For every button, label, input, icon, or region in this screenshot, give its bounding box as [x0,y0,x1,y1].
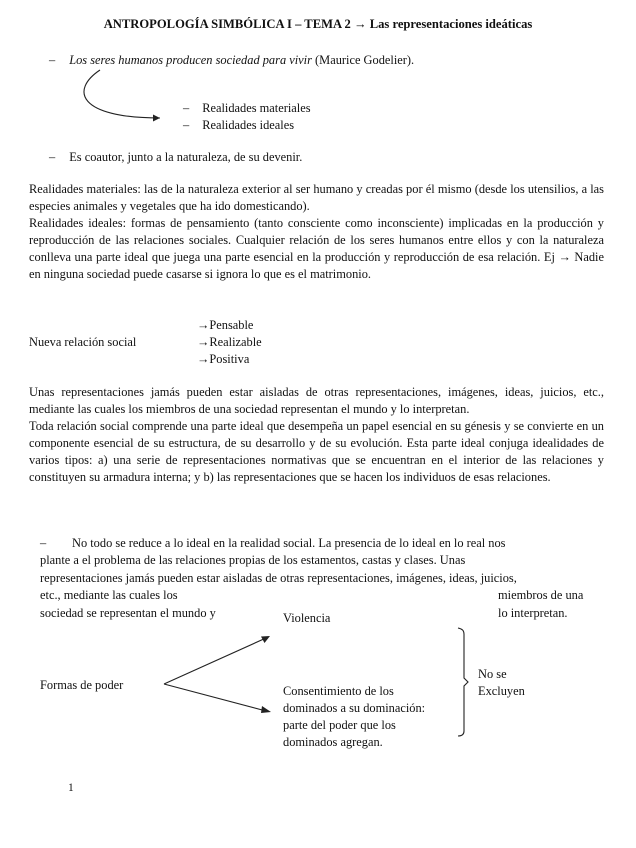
consent-line-2: dominados a su dominación: [283,701,426,715]
consent-line-4: dominados agregan. [283,735,383,749]
quote-author: (Maurice Godelier). [311,53,415,67]
social-item-pensable: →Pensable [197,318,254,332]
exclusion-block [478,666,525,700]
page-title: ANTROPOLOGÍA SIMBÓLICA I – TEMA 2 → Las representaciones ideáticas [103,17,533,31]
social-label: Nueva relación social [29,335,137,349]
bottom-line-5b: lo interpretan. [498,606,568,620]
power-label: Formas de poder [40,678,124,692]
exclusion-line-2: Excluyen [478,684,525,698]
curved-arrow [84,70,160,118]
paragraph-representations: Unas representaciones jamás pueden estar aisladas de otras representaciones, imágenes, ideas, juicios, etc., mediante las cuales los miembros de una sociedad representan el mundo y lo interpretan. [29,385,604,416]
violence-label: Violencia [283,611,331,625]
bottom-line-2: plante a el problema de las relaciones propias de los estamentos, castas y clases. Unas [40,553,466,567]
realities-list [183,100,311,134]
reality-ideal: Realidades ideales [202,118,295,132]
bottom-line-4b: miembros de una [498,588,584,602]
arrow-to-violence [164,638,266,684]
bottom-bullet: – [40,536,47,550]
arrow-to-consent-head [261,706,271,713]
quote-bullet: – [49,53,56,67]
definitions-block [29,181,604,283]
curved-arrow-head [153,115,160,122]
reality-material: Realidades materiales [202,101,311,115]
paragraphs-block [29,384,604,486]
consent-line-1: Consentimiento de los [283,684,394,698]
definition-material: Realidades materiales: las de la naturaleza exterior al ser humano y creadas por él mismo (desde los utensilios, a las especies animales y vegetales que ha ido domesticando). [29,182,604,213]
bottom-line-5a: sociedad se representan el mundo y [40,606,216,620]
exclusion-line-1: No se [478,667,507,681]
bottom-line-3: representaciones jamás pueden estar aisladas de otras representaciones, imágenes, ideas, juicios, [40,571,517,585]
bottom-line-4a: etc., mediante las cuales los [40,588,178,602]
social-item-realizable: →Realizable [197,335,262,349]
consent-block [283,683,425,751]
definition-ideal: Realidades ideales: formas de pensamiento (tanto consciente como inconsciente) implicadas en la producción y reproducción de las relaciones sociales. Cualquier relación de los seres humanos entre ellos y con la naturaleza conlleva una parte ideal que juega una parte esencial en la producción y reproducción de esa relación. Ej → Nadie en ninguna sociedad puede casarse si ignora lo que es el matrimonio. [29,216,604,281]
page-number: 1 [68,782,74,794]
quote-text: Los seres humanos producen sociedad para vivir [69,53,312,67]
social-items [197,317,262,368]
paragraph-social-relation: Toda relación social comprende una parte ideal que desempeña un papel esencial en su génesis y se convierte en un componente esencial de su estructura, de su desarrollo y de su evolución. Esta parte ideal conjuga idealidades de varios tipos: a) una serie de representaciones normativas que se encuentran en el interior de las relaciones y constituyen su armadura interna; y b) las representaciones que se hacen los individuos de esas relaciones. [29,419,604,484]
coauthor-text: Es coautor, junto a la naturaleza, de su devenir. [69,150,303,164]
bottom-line-1: No todo se reduce a lo ideal en la realidad social. La presencia de lo ideal en lo real nos [72,536,506,550]
coauthor-line: – Es coautor, junto a la naturaleza, de su devenir. [49,150,303,164]
list-item: – Realidades ideales [183,118,295,132]
list-item: – Realidades materiales [183,101,311,115]
consent-line-3: parte del poder que los [283,718,396,732]
social-item-positiva: →Positiva [197,352,250,366]
bracket [458,628,468,736]
arrow-to-consent [164,684,266,711]
